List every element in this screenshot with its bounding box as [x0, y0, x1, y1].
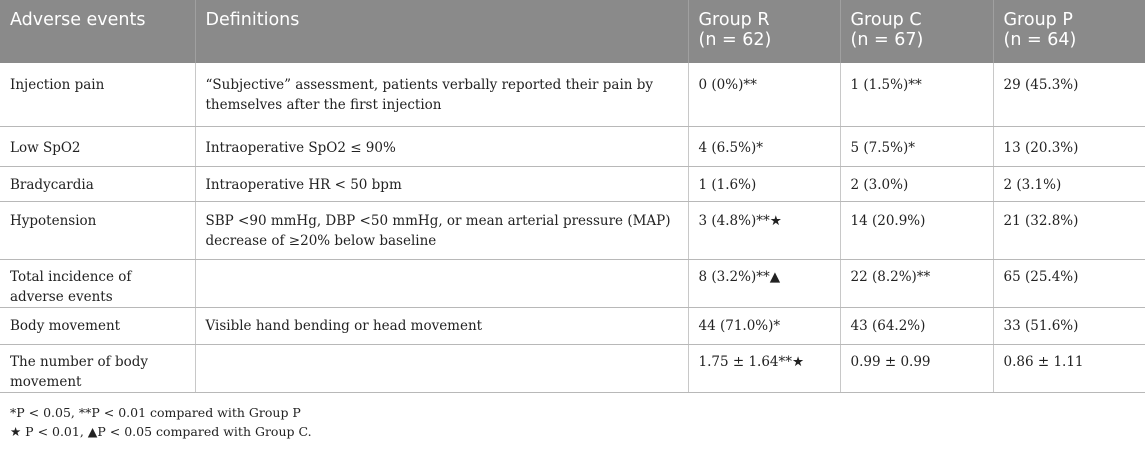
table-row	[0, 126, 1145, 166]
cell-group-c: 5 (7.5%)*	[840, 126, 993, 166]
cell-group-p: 0.86 ± 1.11	[993, 344, 1145, 392]
cell-group-c: 0.99 ± 0.99	[840, 344, 993, 392]
cell-event: Low SpO2	[0, 126, 195, 166]
table-row	[0, 259, 1145, 307]
cell-group-c: 14 (20.9%)	[840, 201, 993, 259]
header-adverse-events: Adverse events	[0, 0, 195, 63]
cell-definition: “Subjective” assessment, patients verbally reported their pain by themselves after the first injection	[195, 63, 688, 126]
cell-group-p: 65 (25.4%)	[993, 259, 1145, 307]
header-group-c: Group C (n = 67)	[840, 0, 993, 63]
table-row	[0, 201, 1145, 259]
header-group-p: Group P (n = 64)	[993, 0, 1145, 63]
table-header-row	[0, 0, 1145, 63]
footnote-group-p: *P < 0.05, **P < 0.01 compared with Group P	[10, 404, 301, 420]
cell-group-r: 44 (71.0%)*	[688, 307, 840, 344]
cell-group-p: 2 (3.1%)	[993, 166, 1145, 201]
cell-group-r: 1.75 ± 1.64**★	[688, 344, 840, 392]
cell-group-r: 1 (1.6%)	[688, 166, 840, 201]
table-row	[0, 63, 1145, 126]
table-row	[0, 307, 1145, 344]
cell-definition: Intraoperative HR < 50 bpm	[195, 166, 688, 201]
cell-group-p: 13 (20.3%)	[993, 126, 1145, 166]
cell-group-r: 3 (4.8%)**★	[688, 201, 840, 259]
cell-group-c: 2 (3.0%)	[840, 166, 993, 201]
header-group-r: Group R (n = 62)	[688, 0, 840, 63]
cell-event: Bradycardia	[0, 166, 195, 201]
cell-definition: Intraoperative SpO2 ≤ 90%	[195, 126, 688, 166]
cell-definition: SBP <90 mmHg, DBP <50 mmHg, or mean arterial pressure (MAP) decrease of ≥20% below baseline	[195, 201, 688, 259]
cell-group-c: 1 (1.5%)**	[840, 63, 993, 126]
cell-definition	[195, 259, 688, 307]
table-footnotes	[0, 393, 1145, 441]
cell-group-r: 0 (0%)**	[688, 63, 840, 126]
cell-event: Injection pain	[0, 63, 195, 126]
cell-group-c: 43 (64.2%)	[840, 307, 993, 344]
cell-event: Body movement	[0, 307, 195, 344]
table-row	[0, 344, 1145, 392]
header-definitions: Definitions	[195, 0, 688, 63]
footnote-group-c: ★ P < 0.01, ▲P < 0.05 compared with Group C.	[10, 423, 312, 439]
cell-group-r: 8 (3.2%)**▲	[688, 259, 840, 307]
cell-group-p: 33 (51.6%)	[993, 307, 1145, 344]
table-row	[0, 166, 1145, 201]
cell-group-r: 4 (6.5%)*	[688, 126, 840, 166]
cell-group-p: 29 (45.3%)	[993, 63, 1145, 126]
cell-event: Hypotension	[0, 201, 195, 259]
cell-group-c: 22 (8.2%)**	[840, 259, 993, 307]
cell-event: The number of body movement	[0, 344, 195, 392]
cell-group-p: 21 (32.8%)	[993, 201, 1145, 259]
cell-event: Total incidence of adverse events	[0, 259, 195, 307]
cell-definition: Visible hand bending or head movement	[195, 307, 688, 344]
cell-definition	[195, 344, 688, 392]
